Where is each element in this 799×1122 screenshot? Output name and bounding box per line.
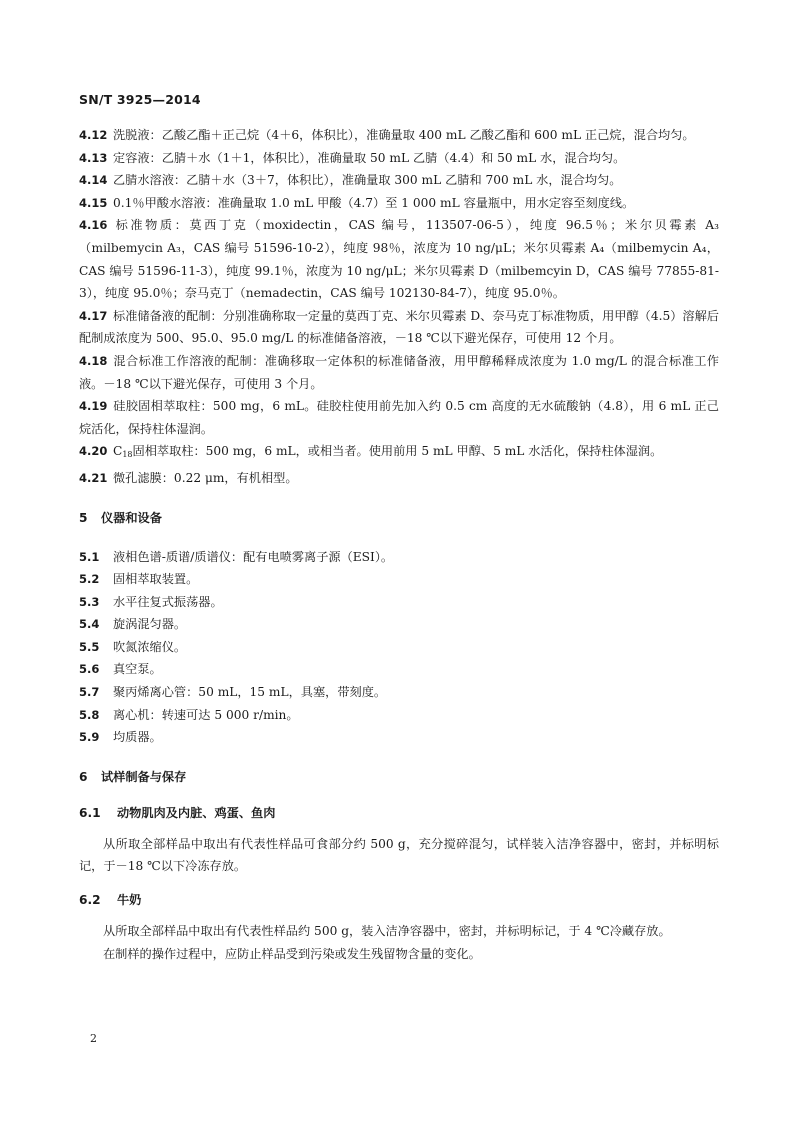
clause-text: 标准储备液的配制：分别准确称取一定量的莫西丁克、米尔贝霉素 D、奈马克丁标准物质，用甲醇（4.5）溶解后配制成浓度为 500、95.0、95.0 mg/L 的标准储备溶液，－18 ℃以下避光保存，可使用 12 个月。	[79, 308, 719, 346]
section-number: 6	[79, 769, 88, 784]
clause-number: 5.5	[79, 639, 100, 654]
clause-item	[79, 658, 719, 681]
clause-number: 4.21	[79, 470, 108, 485]
clause-text: 硅胶固相萃取柱：500 mg，6 mL。硅胶柱使用前先加入约 0.5 cm 高度的无水硫酸钠（4.8），用 6 mL 正己烷活化，保持柱体湿润。	[79, 399, 719, 436]
clause-item	[79, 546, 719, 569]
clause-text: 定容液：乙腈＋水（1＋1，体积比），准确量取 50 mL 乙腈（4.4）和 50 mL 水，混合均匀。	[113, 150, 626, 165]
page-content	[79, 124, 719, 965]
clause-number: 5.9	[79, 730, 100, 745]
clause-number: 4.14	[79, 173, 108, 188]
clauses-section-4	[79, 124, 719, 490]
clause-number: 5.8	[79, 707, 100, 722]
clause-item	[79, 726, 719, 749]
clause-text: 离心机：转速可达 5 000 r/min。	[113, 707, 299, 722]
clause-text: 0.1％甲酸水溶液：准确量取 1.0 mL 甲酸（4.7）至 1 000 mL 容量瓶中，用水定容至刻度线。	[113, 195, 635, 210]
clause-text: 乙腈水溶液：乙腈＋水（3＋7，体积比），准确量取 300 mL 乙腈和 700 mL 水，混合均匀。	[113, 173, 622, 188]
clause-number: 5.7	[79, 685, 100, 700]
clause-text: 水平往复式振荡器。	[113, 594, 223, 609]
clause-item	[79, 350, 719, 395]
clause-text-prefix: C	[113, 444, 123, 459]
subsection-number: 6.2	[79, 893, 101, 908]
clause-item	[79, 395, 719, 440]
clause-text: 固相萃取装置。	[113, 572, 199, 587]
section-heading-6	[79, 768, 719, 785]
clause-text: 真空泵。	[113, 662, 162, 677]
clause-item	[79, 704, 719, 727]
clause-text: 固相萃取柱：500 mg，6 mL，或相当者。使用前用 5 mL 甲醇、5 mL 水活化，保持柱体湿润。	[132, 444, 663, 459]
clause-item	[79, 613, 719, 636]
clause-number: 4.13	[79, 150, 108, 165]
subsection-heading-6-1	[79, 804, 719, 821]
subsection-title: 牛奶	[117, 893, 142, 908]
clause-text: 吹氮浓缩仪。	[113, 639, 187, 654]
clause-item	[79, 467, 719, 490]
subsection-number: 6.1	[79, 805, 101, 820]
clause-number: 4.15	[79, 195, 108, 210]
subsection-heading-6-2	[79, 891, 719, 908]
clause-item	[79, 169, 719, 192]
clause-number: 5.2	[79, 572, 100, 587]
clause-number: 5.6	[79, 662, 100, 677]
clause-text: 旋涡混匀器。	[113, 617, 187, 632]
clause-text: 聚丙烯离心管：50 mL，15 mL，具塞，带刻度。	[113, 685, 387, 700]
clause-item	[79, 440, 719, 467]
clause-text: 均质器。	[113, 730, 162, 745]
standard-code-header: SN/T 3925—2014	[79, 92, 201, 107]
clause-text: 混合标准工作溶液的配制：准确移取一定体积的标准储备液，用甲醇稀释成浓度为 1.0 mg/L 的混合标准工作液。－18 ℃以下避光保存，可使用 3 个月。	[79, 353, 719, 391]
clause-item	[79, 214, 719, 304]
clause-item	[79, 568, 719, 591]
clause-item	[79, 192, 719, 215]
clause-number: 4.17	[79, 308, 108, 323]
clause-text: 标准物质：莫西丁克（moxidectin，CAS 编号，113507-06-5），纯度 96.5％；米尔贝霉素 A₃（milbemycin A₃，CAS 编号 51596-10-2），纯度 98％，浓度为 10 ng/μL；米尔贝霉素 A₄（milbemycin A₄，CAS 编号 51596-11-3），纯度 99.1％，浓度为 10 ng/μL；米尔贝霉素 D（milbemcyin D，CAS 编号 77855-81-3），纯度 95.0％；奈马克丁（nemadectin，CAS 编号 102130-84-7），纯度 95.0％。	[79, 218, 719, 301]
clause-item	[79, 636, 719, 659]
clauses-section-5	[79, 546, 719, 749]
clause-item	[79, 124, 719, 147]
clause-number: 4.18	[79, 353, 108, 368]
clause-item	[79, 305, 719, 350]
section-number: 5	[79, 510, 88, 525]
clause-number: 5.4	[79, 617, 100, 632]
clause-number: 4.16	[79, 218, 108, 233]
clause-item	[79, 591, 719, 614]
clause-text: 微孔滤膜：0.22 μm，有机相型。	[113, 470, 298, 485]
clause-text: 洗脱液：乙酸乙酯＋正己烷（4＋6，体积比），准确量取 400 mL 乙酸乙酯和 600 mL 正己烷，混合均匀。	[113, 128, 695, 142]
clause-number: 4.12	[79, 128, 108, 142]
clause-number: 5.1	[79, 549, 100, 564]
clause-text: 液相色谱-质谱/质谱仪：配有电喷雾离子源（ESI）。	[113, 549, 394, 564]
paragraph-6-2-a: 从所取全部样品中取出有代表性样品约 500 g，装入洁净容器中，密封，并标明标记，于 4 ℃冷藏存放。	[103, 924, 671, 939]
subsection-title: 动物肌肉及内脏、鸡蛋、鱼肉	[117, 805, 276, 820]
clause-number: 5.3	[79, 594, 100, 609]
page-number: 2	[90, 1032, 97, 1045]
paragraph-6-2-b: 在制样的操作过程中，应防止样品受到污染或发生残留物含量的变化。	[103, 946, 481, 961]
clause-number: 4.19	[79, 399, 108, 414]
section-title: 试样制备与保存	[101, 769, 187, 784]
section-heading-5	[79, 509, 719, 526]
section-title: 仪器和设备	[101, 510, 162, 525]
clause-item	[79, 147, 719, 170]
clause-number: 4.20	[79, 444, 108, 459]
paragraph-6-1: 从所取全部样品中取出有代表性样品可食部分约 500 g，充分搅碎混匀，试样装入洁净容器中，密封，并标明标记，于－18 ℃以下冷冻存放。	[79, 836, 719, 874]
clause-item	[79, 681, 719, 704]
clause-text-subscript: 18	[122, 450, 133, 460]
